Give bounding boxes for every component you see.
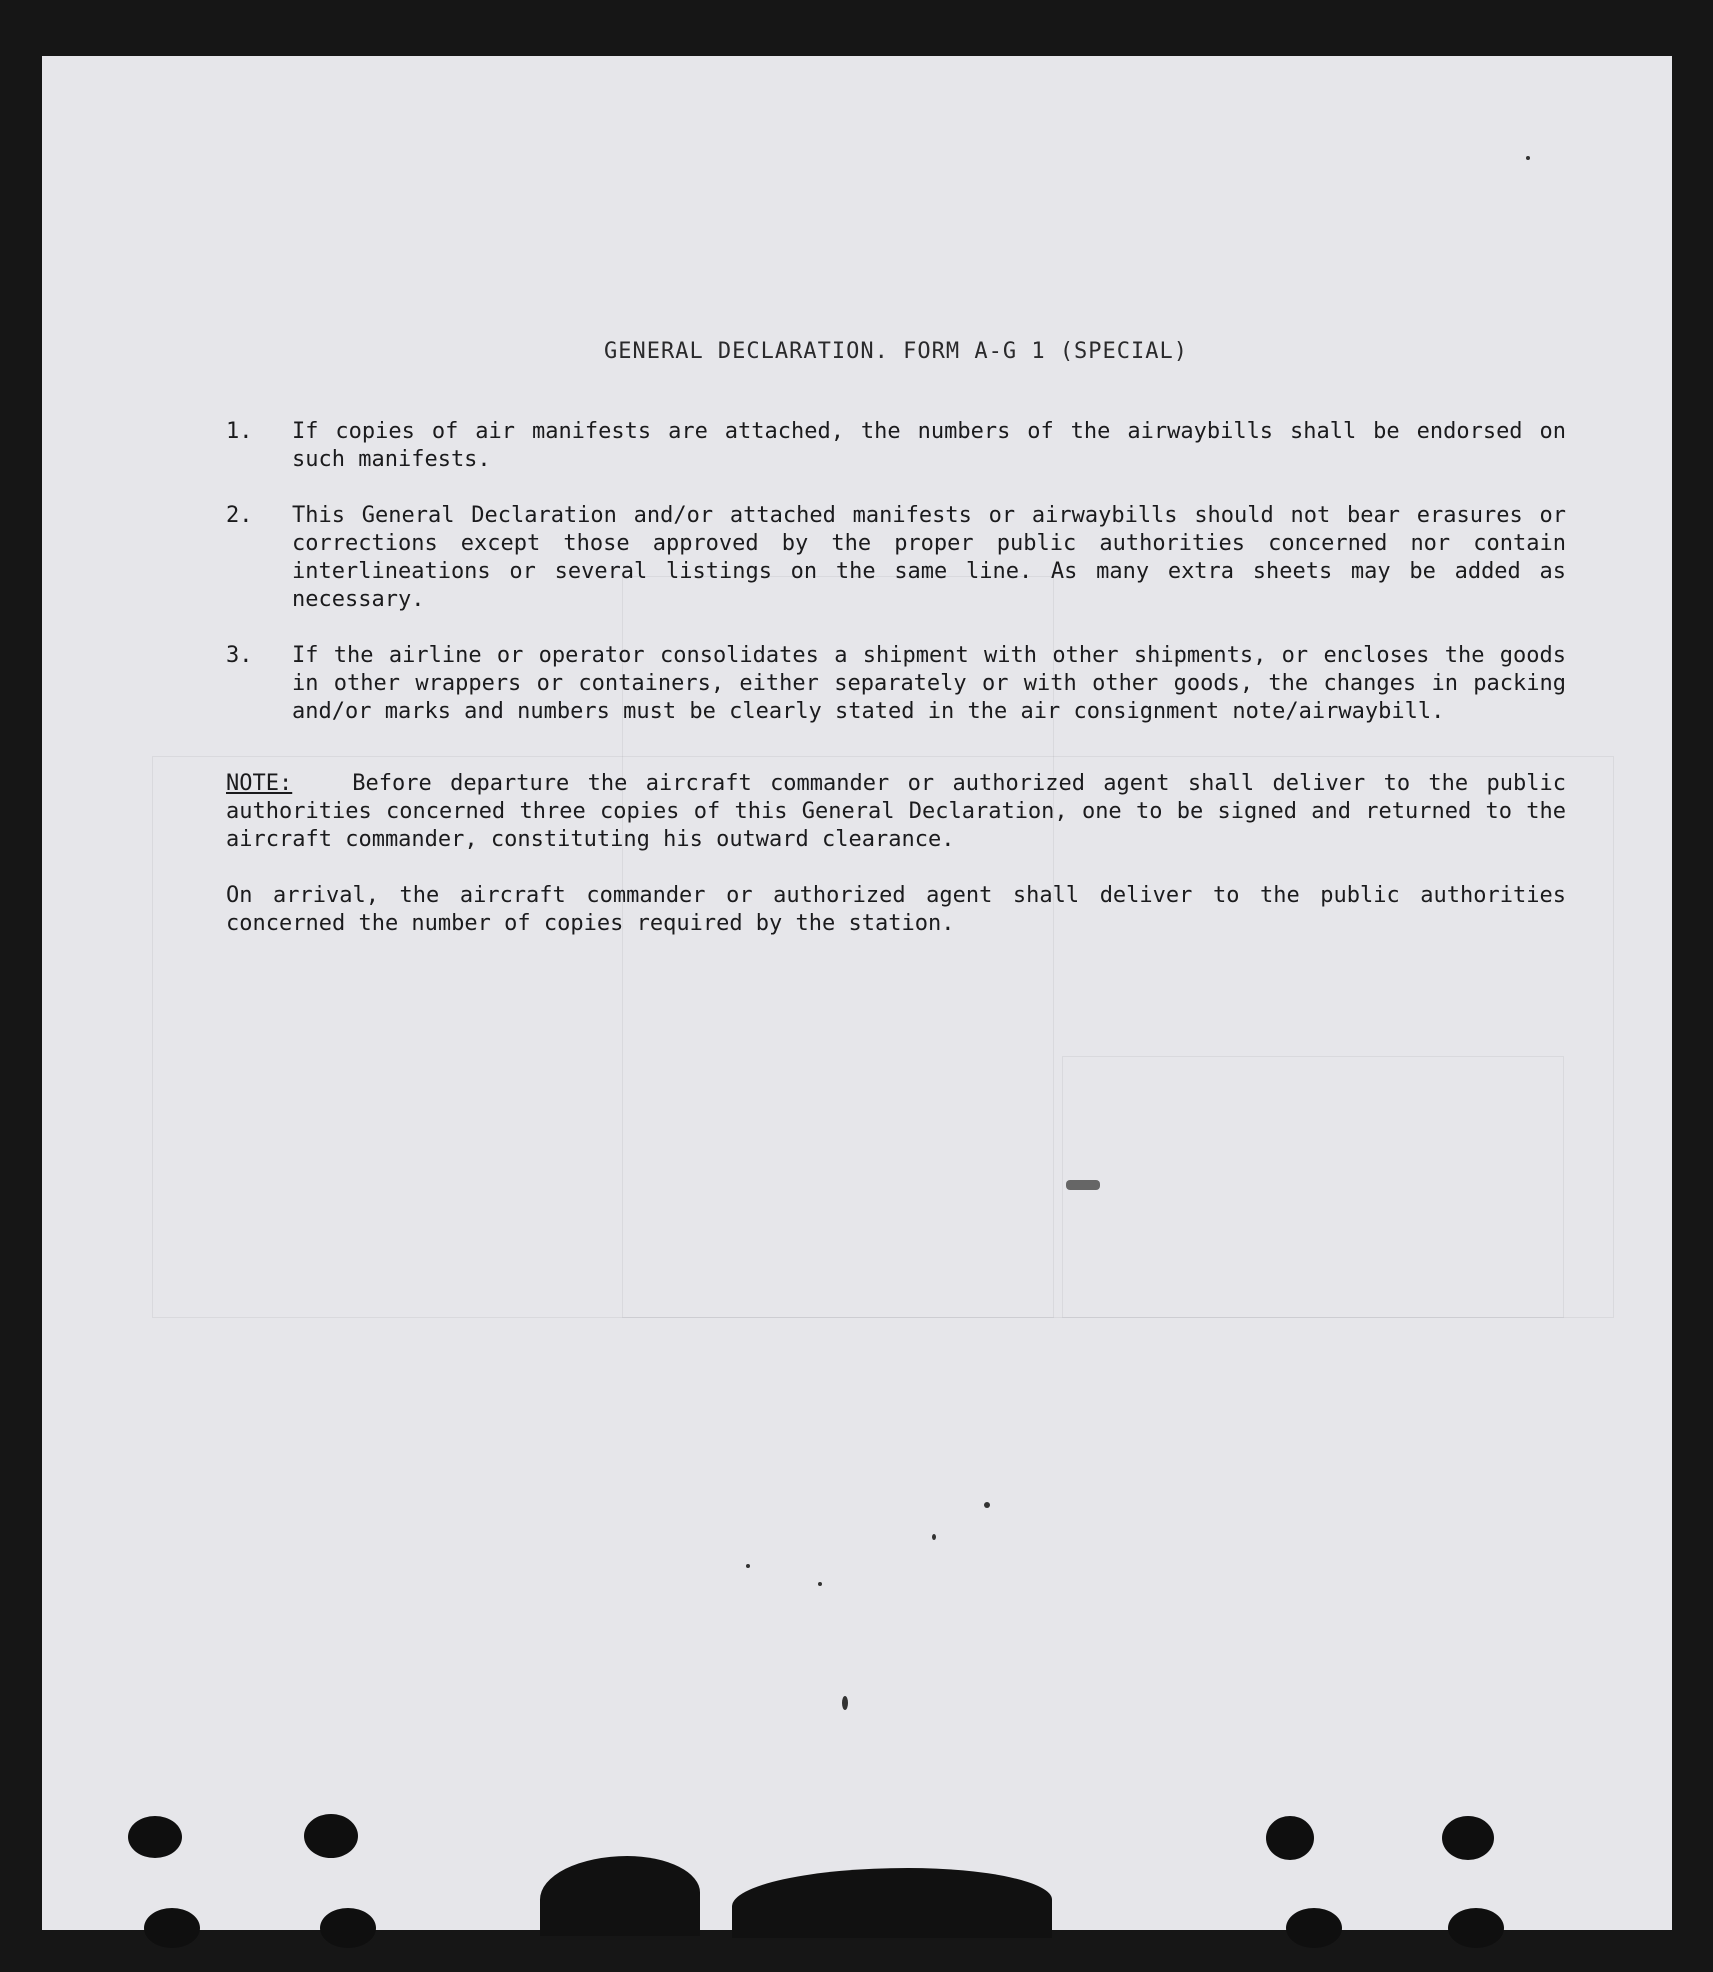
ink-speck [746,1564,750,1568]
punch-hole [1442,1816,1494,1860]
item-text: This General Declaration and/or attached manifests or airwaybills should not bear erasures or corrections except those approved by the proper public authorities concerned nor contain interlineations or several listings on the same line. As many extra sheets may be added as necessary. [292,503,1566,612]
punch-hole [1266,1816,1314,1860]
ink-blot [732,1868,1052,1938]
note-paragraph [226,770,1566,854]
ink-speck [842,1696,848,1710]
item-number: 2. [226,503,253,528]
item-number: 3. [226,643,253,668]
note-label: NOTE: [226,771,293,796]
punch-hole [1286,1908,1342,1948]
item-text: If copies of air manifests are attached, the numbers of the airwaybills shall be endorsed on such manifests. [292,419,1566,472]
ink-speck [818,1582,822,1586]
punch-hole [1448,1908,1504,1948]
ink-blot [540,1856,700,1936]
document-title: GENERAL DECLARATION. FORM A-G 1 (SPECIAL) [603,339,1189,364]
document-page [42,56,1672,1930]
punch-hole [144,1908,200,1948]
ink-speck [1066,1180,1100,1190]
bleed-through-box [1062,1056,1564,1318]
list-item [226,502,1566,614]
punch-hole [304,1814,358,1858]
arrival-paragraph: On arrival, the aircraft commander or authorized agent shall deliver to the public authorities concerned the number of copies required by the station. [226,883,1566,936]
list-item [226,418,1566,474]
item-text: If the airline or operator consolidates a shipment with other shipments, or encloses the goods in other wrappers or containers, either separately or with other goods, the changes in packing and/or marks and numbers must be clearly stated in the air consignment note/airwaybill. [292,643,1566,724]
list-item [226,642,1566,726]
punch-hole [128,1816,182,1858]
ink-speck [984,1502,990,1508]
note-text: Before departure the aircraft commander or authorized agent shall deliver to the public authorities concerned three copies of this General Declaration, one to be signed and returned to the aircraft commander, constituting his outward clearance. [226,771,1566,852]
ink-speck [932,1534,936,1540]
item-number: 1. [226,419,253,444]
ink-speck [1526,156,1530,160]
document-content [226,338,1566,938]
punch-hole [320,1908,376,1948]
